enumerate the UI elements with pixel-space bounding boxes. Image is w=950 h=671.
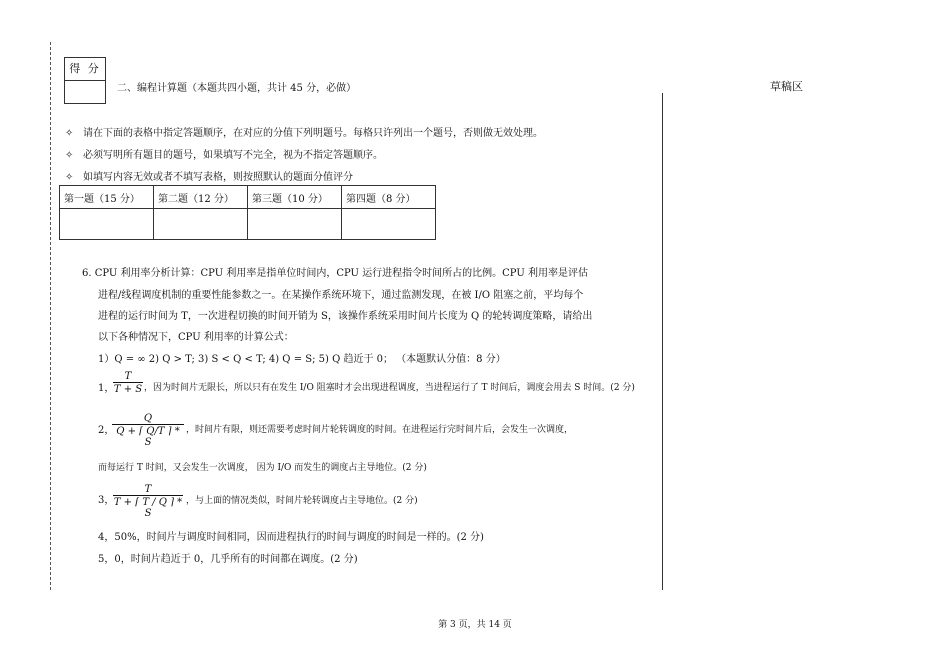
note-2: ✧ 必须写明所有题目的题号，如果填写不完全，视为不指定答题顺序。	[65, 150, 383, 161]
formula-1	[113, 371, 143, 395]
table-header-cell: 第四题（8 分）	[342, 186, 436, 209]
formula-2-denominator: Q + ⌈ Q/T ⌉ * S	[112, 424, 184, 448]
table-header-cell: 第二题（12 分）	[154, 186, 248, 209]
answer-cell[interactable]	[60, 209, 154, 240]
draft-area-label: 草稿区	[770, 80, 803, 93]
answer-2-text: ，时间片有限，则还需要考虑时间片轮转调度的时间。在进程运行完时间片后，会发生一次调度，	[186, 425, 574, 435]
section-title: 二、编程计算题（本题共四小题，共计 45 分，必做）	[117, 83, 357, 94]
answer-5: 5，0，时间片趋近于 0，几乎所有的时间都在调度。(2 分)	[98, 554, 358, 565]
question-line: 6. CPU 利用率分析计算：CPU 利用率是指单位时间内，CPU 运行进程指令时间所占的比例。CPU 利用率是评估	[82, 268, 588, 279]
table-header-cell: 第三题（10 分）	[248, 186, 342, 209]
diamond-bullet-icon: ✧	[65, 172, 74, 183]
score-box-label: 得 分	[65, 58, 105, 81]
binding-margin-dashed-line	[50, 42, 51, 590]
answer-3-text: ，与上面的情况类似，时间片轮转调度占主导地位。(2 分)	[186, 496, 418, 506]
page-footer: 第 3 页，共 14 页	[438, 620, 512, 630]
draft-area-divider	[662, 93, 663, 590]
answer-1-prefix: 1，	[98, 383, 115, 394]
answer-cell[interactable]	[342, 209, 436, 240]
question-line: 进程/线程调度机制的重要性能参数之一。在某操作系统环境下，通过监测发现，在被 I/O 阻塞之前，平均每个	[98, 290, 584, 301]
answer-cell[interactable]	[154, 209, 248, 240]
score-box	[64, 57, 106, 104]
diamond-bullet-icon: ✧	[65, 128, 74, 139]
question-line: 以下各种情况下，CPU 利用率的计算公式：	[98, 332, 294, 343]
note-3: ✧ 如填写内容无效或者不填写表格，则按照默认的题面分值评分	[65, 172, 353, 183]
table-answer-row	[60, 209, 436, 240]
question-line: 进程的运行时间为 T，一次进程切换的时间开销为 S，该操作系统采用时间片长度为 Q 的轮转调度策略，请给出	[98, 311, 593, 322]
table-header-cell: 第一题（15 分）	[60, 186, 154, 209]
answer-order-table	[59, 185, 436, 240]
formula-2-numerator: Q	[143, 413, 153, 424]
answer-cell[interactable]	[248, 209, 342, 240]
answer-2-prefix: 2，	[98, 425, 115, 436]
answer-4: 4，50%，时间片与调度时间相同，因而进程执行的时间与调度的时间是一样的。(2 分)	[98, 532, 484, 543]
formula-1-denominator: T + S	[113, 384, 143, 395]
question-sub-items: 1）Q = ∞ 2) Q > T; 3) S < Q < T; 4) Q = S; 5) Q 趋近于 0； （本题默认分值：8 分）	[98, 354, 506, 365]
formula-3-numerator: T	[144, 484, 152, 495]
note-1: ✧ 请在下面的表格中指定答题顺序，在对应的分值下列明题号。每格只许列出一个题号，否则做无效处理。	[65, 128, 543, 139]
diamond-bullet-icon: ✧	[65, 150, 74, 161]
answer-3-prefix: 3，	[98, 495, 115, 506]
formula-3-denominator: T + ⌈ T / Q ⌉ * S	[113, 497, 183, 519]
answer-1-text: ，因为时间片无限长，所以只有在发生 I/O 阻塞时才会出现进程调度，当进程运行了 T 时间后，调度会用去 S 时间。(2 分)	[144, 383, 635, 393]
formula-1-numerator: T	[124, 371, 132, 382]
answer-2-text-continued: 而每运行 T 时间，又会发生一次调度， 因为 I/O 而发生的调度占主导地位。(2 分)	[98, 463, 427, 473]
table-header-row	[60, 186, 436, 209]
formula-2	[112, 413, 184, 448]
formula-3	[113, 484, 183, 519]
